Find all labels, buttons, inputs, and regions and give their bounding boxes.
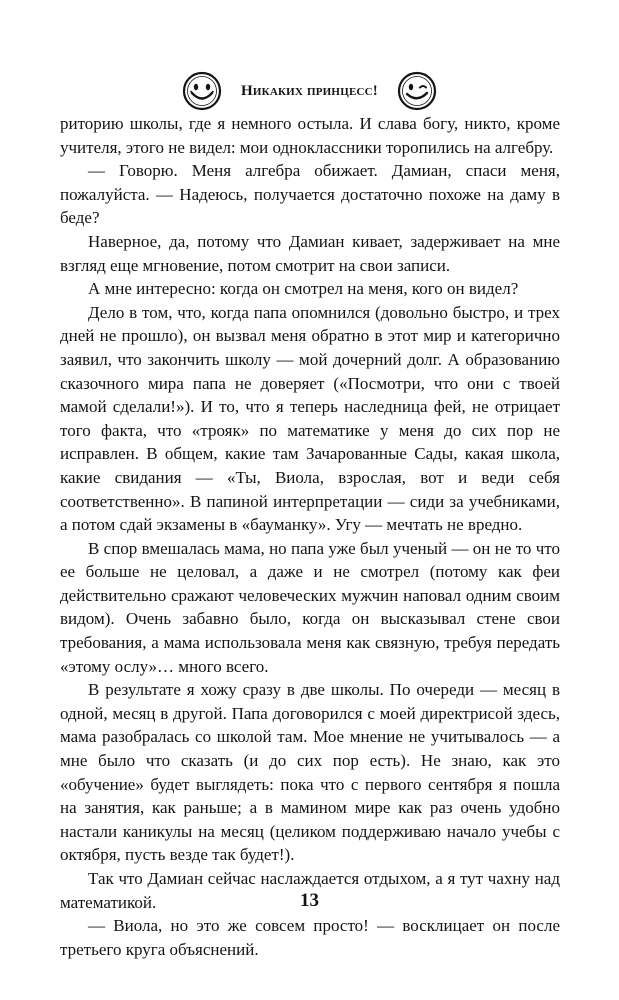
paragraph: А мне интересно: когда он смотрел на меня, кого он видел?	[88, 279, 519, 299]
running-title: Никаких принцесс!	[241, 82, 378, 99]
paragraph: Наверное, да, потому что Дамиан кивает, задерживает на мне взгляд еще мгновение, потом смотрит на свои записи.	[60, 231, 560, 275]
paragraph: Так что Дамиан сейчас наслаждается отдыхом, а я тут чахну над математикой.	[60, 869, 560, 912]
page-number: 13	[300, 890, 319, 911]
smiley-face-icon	[181, 70, 223, 112]
paragraph: В результате я хожу сразу в две школы. По очереди — месяц в одной, месяц в другой. Папа договорился с моей директрисой здесь, мама разобралась со школой там. Мое мнение не учитывалось — а мне было что сказать (и до сих пор есть). Не знаю, как это «обучение» будет выглядеть: пока что с первого сентября я пошла на занятия, как раньше; а в мамином мире как раз очень удобно настали каникулы на месяц (целиком поддерживаю начало учебы с октября, пусть везде так будет!).	[60, 680, 560, 865]
paragraph: — Говорю. Меня алгебра обижает. Дамиан, спаси меня, пожалуйста. — Надеюсь, получается достаточно похоже на даму в беде?	[60, 161, 560, 228]
running-header	[0, 68, 619, 114]
paragraph: В спор вмешалась мама, но папа уже был ученый — он не то что ее больше не целовал, а даже и не смотрел (потому как феи действительно сражают человеческих мужчин наповал одним своим видом). Очень забавно было, когда он высказывал стене свои требования, а мама использовала меня как связную, требуя передать «этому ослу»… много всего.	[60, 538, 560, 676]
paragraph: Дело в том, что, когда папа опомнился (довольно быстро, и трех дней не прошло), он вызвал меня обратно в этот мир и категорично заявил, что закончить школу — мой дочерний долг. А образованию сказочного мира папа не доверяет («Посмотри, что они с твоей мамой сделали!»). И то, что я теперь наследница фей, не отрицает того факта, что «трояк» по математике у меня до сих пор не исправлен. В общем, какие там Зачарованные Сады, какая школа, какие свидания — «Ты, Виола, взрослая, вот и веди себя соответственно». В папиной интерпретации — сиди за учебниками, а потом сдай экзамены в «бауманку». Угу — мечтать не вредно.	[60, 302, 560, 535]
winking-smiley-icon	[396, 70, 438, 112]
paragraph: — Виола, но это же совсем просто! — восклицает он после третьего круга объяснений.	[60, 916, 560, 959]
paragraph-continued: риторию школы, где я немного остыла. И слава богу, никто, кроме учителя, этого не видел: мои одноклассники торопились на алгебру.	[60, 114, 560, 157]
main-text	[60, 112, 560, 961]
